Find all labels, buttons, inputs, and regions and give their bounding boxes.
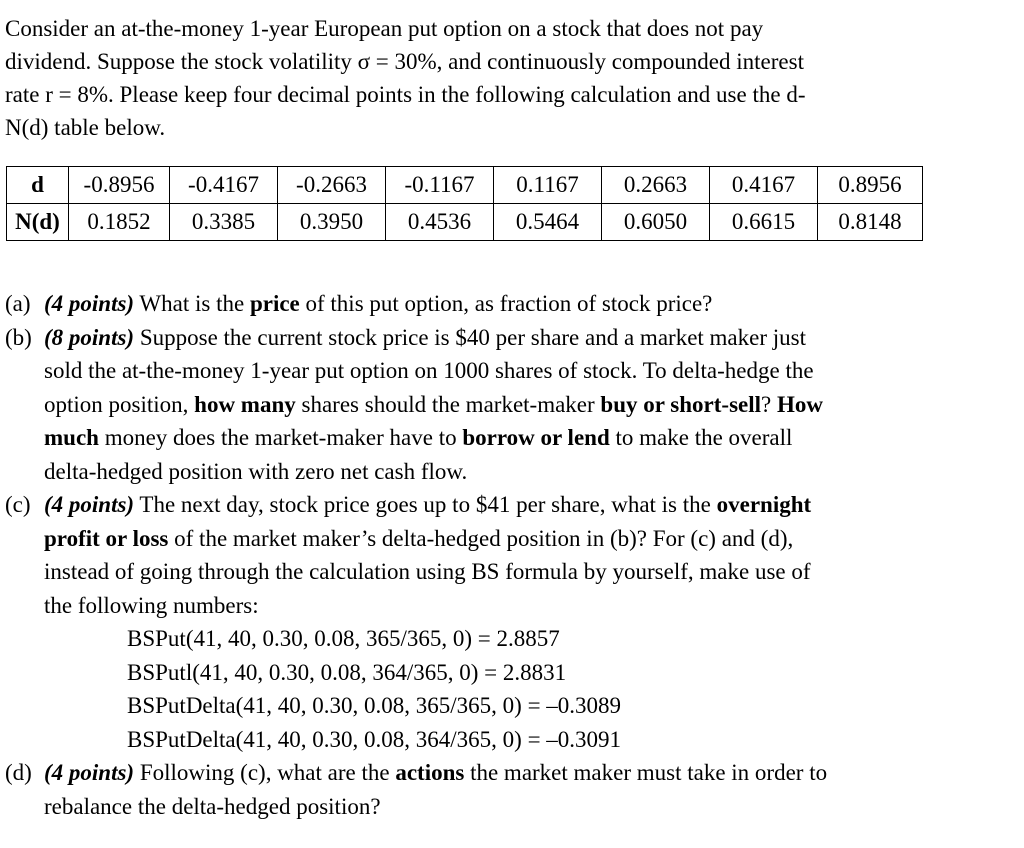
intro-line: Consider an at-the-money 1-year European put option on a stock that does not pay	[5, 16, 764, 41]
d-cell: -0.4167	[170, 167, 278, 204]
nd-cell: 0.3950	[278, 204, 386, 241]
nd-cell: 0.3385	[170, 204, 278, 241]
emphasis-text: overnight	[716, 492, 812, 517]
nd-cell: 0.8148	[818, 204, 923, 241]
nd-header-cell: N(d)	[7, 204, 69, 241]
points-label: (4 points)	[44, 291, 135, 316]
question-line: rebalance the delta-hedged position?	[44, 793, 381, 819]
question-label: (a)	[5, 291, 31, 316]
question-line: instead of going through the calculation using BS formula by yourself, make use of	[44, 559, 811, 584]
d-cell: 0.8956	[818, 167, 923, 204]
question-b	[5, 321, 1015, 489]
question-a	[5, 287, 1015, 321]
question-line: delta-hedged position with zero net cash flow.	[44, 458, 468, 484]
formula-line: BSPutl(41, 40, 0.30, 0.08, 364/365, 0) = 2.8831	[127, 659, 567, 685]
intro-line: rate r = 8%. Please keep four decimal points in the following calculation and use the d-	[5, 82, 806, 107]
question-label: (d)	[5, 760, 32, 785]
question-line: sold the at-the-money 1-year put option on 1000 shares of stock. To delta-hedge the	[44, 358, 814, 383]
question-line	[44, 287, 1015, 321]
question-text: option position,	[44, 391, 195, 417]
question-d	[5, 756, 1015, 823]
nd-cell: 0.5464	[494, 204, 602, 241]
question-text: of this put option, as fraction of stock price?	[299, 291, 713, 316]
question-line: the following numbers:	[44, 592, 259, 618]
d-cell: 0.4167	[710, 167, 818, 204]
intro-line: N(d) table below.	[5, 115, 166, 140]
d-nd-table	[6, 166, 923, 241]
question-text: money does the market-maker have to	[98, 425, 463, 450]
question-label: (b)	[5, 324, 32, 350]
points-label: (4 points)	[44, 492, 135, 517]
d-row	[7, 167, 923, 204]
question-text: shares should the market-maker	[295, 391, 601, 417]
d-cell: -0.1167	[386, 167, 494, 204]
emphasis-text: borrow or lend	[462, 425, 610, 450]
question-c	[5, 488, 1015, 756]
nd-row	[7, 204, 923, 241]
nd-cell: 0.1852	[69, 204, 170, 241]
emphasis-text: much	[44, 425, 99, 450]
d-cell: -0.2663	[278, 167, 386, 204]
question-list	[5, 287, 1015, 823]
emphasis-text: profit or loss	[44, 525, 169, 551]
formula-line: BSPutDelta(41, 40, 0.30, 0.08, 364/365, 0) = –0.3091	[127, 726, 622, 752]
question-text: What is the	[134, 291, 250, 316]
problem-intro	[5, 12, 1015, 144]
question-text: ?	[761, 391, 777, 417]
question-text: Suppose the current stock price is $40 per share and a market maker just	[134, 324, 806, 350]
nd-cell: 0.6050	[602, 204, 710, 241]
question-line	[44, 756, 1015, 790]
emphasis-text: price	[249, 291, 300, 316]
nd-cell: 0.6615	[710, 204, 818, 241]
question-line	[44, 321, 1015, 355]
formula-line: BSPut(41, 40, 0.30, 0.08, 365/365, 0) = 2.8857	[127, 626, 560, 651]
emphasis-text: How	[776, 391, 823, 417]
intro-line: dividend. Suppose the stock volatility σ = 30%, and continuously compounded interest	[5, 49, 804, 74]
question-line	[44, 388, 1015, 422]
question-text: of the market maker’s delta-hedged position in (b)? For (c) and (d),	[168, 525, 794, 551]
points-label: (8 points)	[44, 324, 135, 350]
d-cell: 0.1167	[494, 167, 602, 204]
question-line	[44, 488, 1015, 522]
d-header-cell: d	[7, 167, 69, 204]
formula-line: BSPutDelta(41, 40, 0.30, 0.08, 365/365, 0) = –0.3089	[127, 693, 622, 718]
question-text: The next day, stock price goes up to $41 per share, what is the	[134, 492, 717, 517]
d-cell: 0.2663	[602, 167, 710, 204]
d-cell: -0.8956	[69, 167, 170, 204]
points-label: (4 points)	[44, 760, 135, 785]
question-text: Following (c), what are the	[134, 760, 396, 785]
question-line	[44, 522, 1015, 556]
question-line	[44, 421, 1015, 455]
nd-cell: 0.4536	[386, 204, 494, 241]
emphasis-text: buy or short-sell	[600, 391, 762, 417]
emphasis-text: how many	[194, 391, 296, 417]
question-text: the market maker must take in order to	[464, 760, 828, 785]
question-text: to make the overall	[609, 425, 793, 450]
question-label: (c)	[5, 492, 31, 517]
emphasis-text: actions	[395, 760, 465, 785]
